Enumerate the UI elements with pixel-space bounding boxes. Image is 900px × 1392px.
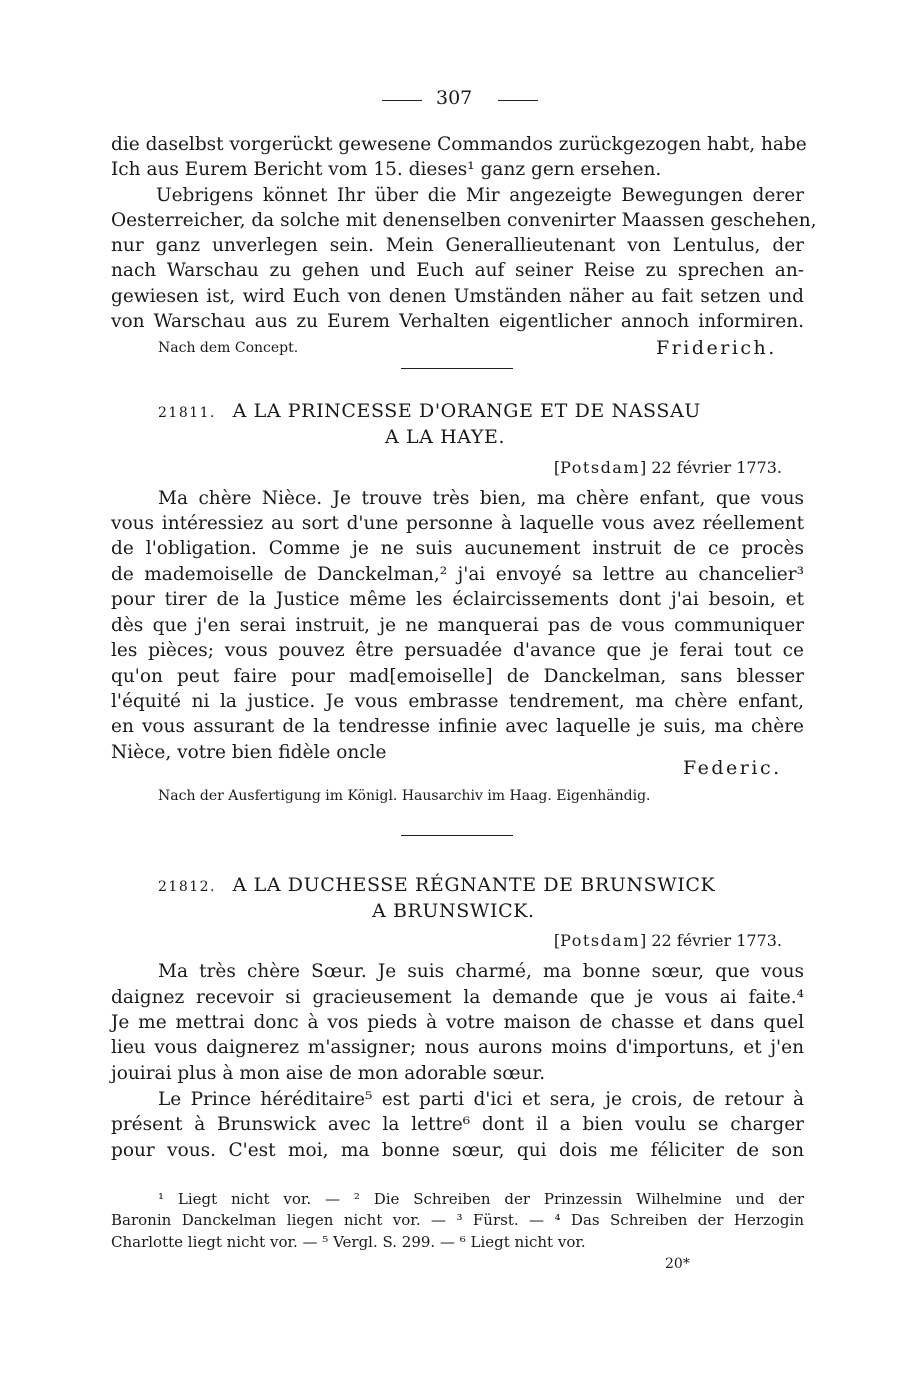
body-line: lieu vous daignerez m'assigner; nous aurons moins d'importuns, et j'en [111,1037,804,1058]
dateline-place: Potsdam [560,458,641,477]
body-line: von Warschau aus zu Eurem Verhalten eigentlicher annoch informiren. [111,311,804,332]
source-note: Nach der Ausfertigung im Königl. Hausarchiv im Haag. Eigenhändig. [158,788,651,804]
letter-number: 21811. [158,405,216,421]
body-line: l'équité ni la justice. Je vous embrasse tendrement, ma chère enfant, [111,691,804,712]
body-line: pour tirer de la Justice même les éclaircissements dont j'ai besoin, et [111,589,804,610]
source-note: Nach dem Concept. [158,340,299,356]
letter-recipient: A LA DUCHESSE RÉGNANTE DE BRUNSWICK [232,874,716,896]
body-line: Ma chère Nièce. Je trouve très bien, ma chère enfant, que vous [158,488,804,509]
body-line: en vous assurant de la tendresse infinie avec laquelle je suis, ma chère [111,716,804,737]
body-line: nur ganz unverlegen sein. Mein Generallieutenant von Lentulus, der [111,235,804,256]
footnote-line: ¹ Liegt nicht vor. — ² Die Schreiben der Prinzessin Wilhelmine und der [158,1190,804,1208]
section-divider [401,368,513,369]
letter-heading [158,400,701,422]
body-line: qu'on peut faire pour mad[emoiselle] de Danckelman, sans blesser [111,666,804,687]
footnote-line: Charlotte liegt nicht vor. — ⁵ Vergl. S. 299. — ⁶ Liegt nicht vor. [111,1233,586,1251]
page-number-rule-left [382,100,422,101]
letter-recipient-place: A LA HAYE. [385,426,506,448]
body-line: présent à Brunswick avec la lettre⁶ dont il a bien voulu se charger [111,1114,804,1135]
signature-mark: 20* [665,1256,690,1272]
body-line: Ich aus Eurem Bericht vom 15. dieses¹ ganz gern ersehen. [111,159,662,180]
letter-heading [158,874,715,896]
signature: Friderich. [656,337,777,359]
letter-recipient: A LA PRINCESSE D'ORANGE ET DE NASSAU [232,400,701,422]
body-line: pour vous. C'est moi, ma bonne sœur, qui dois me féliciter de son [111,1140,804,1161]
body-line: dès que j'en serai instruit, je ne manquerai pas de vous communiquer [111,615,804,636]
body-line: Je me mettrai donc à vos pieds à votre maison de chasse et dans quel [111,1012,804,1033]
footnote-line: Baronin Danckelman liegen nicht vor. — ³ Fürst. — ⁴ Das Schreiben der Herzogin [111,1211,804,1229]
letter-recipient-place: A BRUNSWICK. [372,900,535,922]
dateline-date: 22 février 1773. [651,931,782,950]
body-line: Uebrigens könnet Ihr über die Mir angezeigte Bewegungen derer [156,185,804,206]
dateline-date: 22 février 1773. [651,458,782,477]
signature: Federic. [683,757,782,779]
body-line: gewiesen ist, wird Euch von denen Umständen näher au fait setzen und [111,286,804,307]
letter-number: 21812. [158,879,216,895]
body-line: de mademoiselle de Danckelman,² j'ai envoyé sa lettre au chancelier³ [111,564,804,585]
body-line: Le Prince héréditaire⁵ est parti d'ici et sera, je crois, de retour à [158,1089,804,1110]
letter-dateline: [Potsdam] 22 février 1773. [553,458,782,477]
body-line: Ma très chère Sœur. Je suis charmé, ma bonne sœur, que vous [158,961,804,982]
body-line: daignez recevoir si gracieusement la demande que je vous ai faite.⁴ [111,987,804,1008]
page-number: 307 [436,87,473,109]
body-line: Nièce, votre bien fidèle oncle [111,742,387,763]
body-line: Oesterreicher, da solche mit denenselben convenirter Maassen geschehen, [111,210,817,231]
letter-dateline: [Potsdam] 22 février 1773. [553,931,782,950]
page-number-rule-right [498,100,538,101]
body-line: jouirai plus à mon aise de mon adorable sœur. [111,1063,546,1084]
section-divider [401,835,513,836]
body-line: die daselbst vorgerückt gewesene Commandos zurückgezogen habt, habe [111,134,807,155]
body-line: nach Warschau zu gehen und Euch auf seiner Reise zu sprechen an- [111,260,804,281]
body-line: les pièces; vous pouvez être persuadée d'avance que je ferai tout ce [111,640,804,661]
body-line: de l'obligation. Comme je ne suis aucunement instruit de ce procès [111,538,804,559]
dateline-place: Potsdam [560,931,641,950]
body-line: vous intéressiez au sort d'une personne à laquelle vous avez réellement [111,513,804,534]
